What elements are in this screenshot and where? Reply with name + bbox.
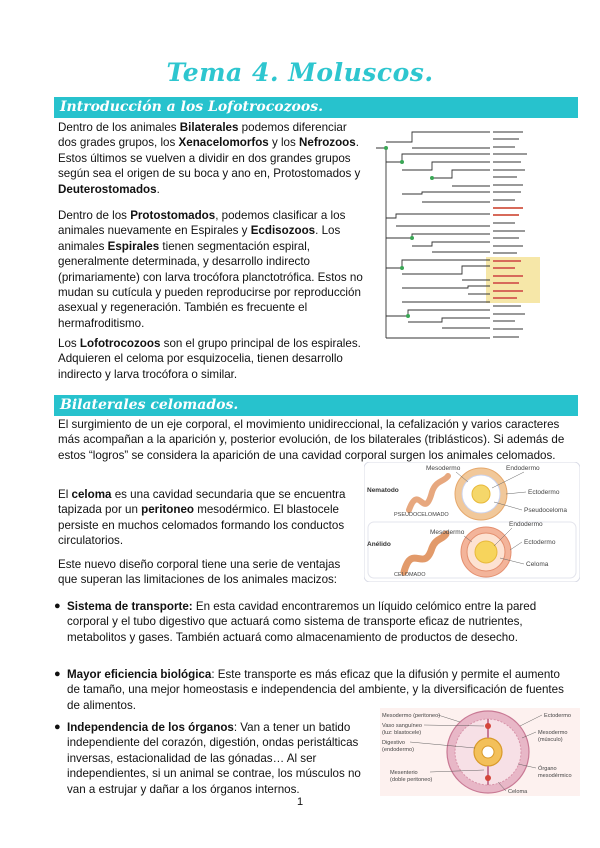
label-pseudocelomado: PSEUDOCELOMADO xyxy=(394,512,449,518)
label-mesodermo-top: Mesodermo xyxy=(426,465,461,472)
label-celomado: CELOMADO xyxy=(394,572,426,578)
label-organo: Órgano xyxy=(538,766,557,772)
page-title: Tema 4. Moluscos. xyxy=(166,58,434,87)
bullet-text-organs: Independencia de los órganos: Van a tener un batido independiente del corazón, digestión, ondas peristálticas inversas, estacionalidad de las gónadas… Al ser independientes, si un animal se contrae, los músculos no van a estrujar y dañar a los órganos internos. xyxy=(67,721,361,796)
label-ectodermo: Ectodermo xyxy=(544,713,572,719)
blood-vessel-ventral xyxy=(485,775,491,781)
label-vaso-sanguineo: Vaso sanguíneo xyxy=(382,723,423,729)
bold-term: peritoneo xyxy=(141,503,194,517)
label-mesenterio-peritoneo: (doble peritoneo) xyxy=(390,777,433,783)
label-digestivo: Digestivo xyxy=(382,740,406,746)
label-endodermo-top: Endodermo xyxy=(506,465,540,472)
label-celoma-section: Celoma xyxy=(508,789,528,795)
label-anelido: Anélido xyxy=(367,541,391,548)
pseudocoelom-gut xyxy=(472,485,490,503)
bold-term: Sistema de transporte: xyxy=(67,600,193,613)
bold-term: Nefrozoos xyxy=(299,136,356,150)
tree-branches xyxy=(376,132,490,338)
intro-paragraph-1: Dentro de los animales Bilaterales podemos diferenciar dos grades grupos, los Xenacelomorfos y los Nefrozoos. Estos últimos se vuelven a dividir en dos grandes grupos según sea el origen de su boca y ano en, Protostomados y Deuterostomados. xyxy=(58,121,361,196)
bold-term: Xenacelomorfos xyxy=(178,136,269,150)
label-mesodermo-musculo: Mesodermo xyxy=(538,730,568,736)
intro-paragraph-2: Dentro de los Protostomados, podemos clasificar a los animales nuevamente en Espirales y Ecdisozoos. Los animales Espirales tienen segmentación espiral, generalmente determinada, y desarrollo indirecto (primariamente) con larva trocófora planctotrófica. Estos no mudan su cutícula y pueden reproducirse por reproducción asexual y regeneración. También es frecuente el hermafroditismo. xyxy=(58,209,363,330)
bold-term: Ecdisozoos xyxy=(250,224,316,238)
intro-paragraph-3: Los Lofotrocozoos son el grupo principal de los espirales. Adquieren el celoma por esquizocelia, tienen desarrollo indirecto y larva trocófora o similar. xyxy=(58,337,361,381)
section-heading-band xyxy=(54,395,578,416)
bold-term: Protostomados xyxy=(130,209,216,222)
bold-term: Lofotrocozoos xyxy=(79,337,161,350)
bold-term: celoma xyxy=(71,488,112,501)
lophotrochozoa-highlight xyxy=(486,257,540,303)
label-digestivo-endodermo: (endodermo) xyxy=(382,747,415,753)
coelom-gut xyxy=(475,541,497,563)
section-heading-coelomates: Bilaterales celomados. xyxy=(60,397,239,413)
bold-term: Mayor eficiencia biológica xyxy=(67,668,212,681)
coelomates-paragraph-3: Este nuevo diseño corporal tiene una serie de ventajas que superan las limitaciones de los animales macizos: xyxy=(58,558,341,587)
list-item: ● Mayor eficiencia biológica: Este transporte es más eficaz que la difusión y permite el aumento de tamaño, una mejor homeostasis e independencia del ambiente, y la diversificación de fuentes de alimentos. xyxy=(54,667,574,713)
coelomates-paragraph-2: El celoma es una cavidad secundaria que se encuentra tapizada por un peritoneo mesodérmico. El blastocele persiste en muchos celomados formando los conductos circulatorios. xyxy=(58,488,346,548)
page-number: 1 xyxy=(296,796,304,808)
tree-node-markers xyxy=(384,146,434,318)
bold-term: Independencia de los órganos xyxy=(67,721,234,734)
label-organo-mesodermico: mesodérmico xyxy=(538,773,572,779)
label-vaso-sanguineo-luz: (luz: blastocele) xyxy=(382,730,422,736)
section-heading-intro: Introducción a los Lofotrocozoos. xyxy=(60,99,323,115)
label-pseudoceloma: Pseudoceloma xyxy=(524,507,567,514)
blood-vessel-dorsal xyxy=(485,723,491,729)
label-mesenterio: Mesenterio xyxy=(390,770,418,776)
coelomates-paragraph-1: El surgimiento de un eje corporal, el movimiento unidireccional, la cefalización y varios caracteres más acompañan a la aparición y, posterior evolución, de los bilaterales (triblásticos). Si además de estos “logros” se considera la aparición de una cavidad corporal surgen los animales celomados. xyxy=(58,418,565,462)
list-item: ● Sistema de transporte: En esta cavidad encontraremos un líquido celómico entre la pared corporal y el tubo digestivo que actuará como sistema de transporte eficaz de nutrientes, metabolitos y gases. También actuará como almacenamiento de productos de desecho. xyxy=(54,599,574,661)
label-mesodermo-peritoneo: Mesodermo (peritoneo) xyxy=(382,713,441,719)
bullet-text-transport: Sistema de transporte: En esta cavidad encontraremos un líquido celómico entre la pared corporal y el tubo digestivo que actuará como sistema de transporte eficaz de nutrientes, metabolitos y gases. También actuará como almacenamiento de productos de desecho. xyxy=(67,600,537,644)
bold-term: Bilaterales xyxy=(179,121,239,134)
bullet-text-efficiency: Mayor eficiencia biológica: Este transporte es más eficaz que la difusión y permite el aumento de tamaño, una mejor homeostasis e independencia del ambiente, y la diversificación de fuentes de alimentos. xyxy=(67,668,564,712)
label-ectodermo-bottom: Ectodermo xyxy=(524,539,556,546)
coelomate-cross-section-figure xyxy=(380,708,580,796)
label-endodermo-bottom: Endodermo xyxy=(509,521,543,528)
section-heading-band xyxy=(54,97,578,118)
coelom-comparison-figure xyxy=(364,462,580,582)
label-mesodermo-bottom: Mesodermo xyxy=(430,529,465,536)
label-mesodermo-musculo-sub: (músculo) xyxy=(538,737,563,743)
label-ectodermo-top: Ectodermo xyxy=(528,489,560,496)
label-nematodo: Nematodo xyxy=(367,487,399,494)
taxon-label-lines xyxy=(493,131,527,338)
list-item: ● Independencia de los órganos: Van a tener un batido independiente del corazón, digestión, ondas peristálticas inversas, estacionalidad de las gónadas… Al ser independientes, si un animal se contrae, los músculos no van a estrujar y dañar a los órganos internos. xyxy=(54,720,574,784)
phylogenetic-tree-figure xyxy=(372,118,578,350)
bold-term: Espirales xyxy=(107,239,160,253)
bold-term: Deuterostomados xyxy=(58,182,157,196)
label-celoma: Celoma xyxy=(526,561,549,568)
